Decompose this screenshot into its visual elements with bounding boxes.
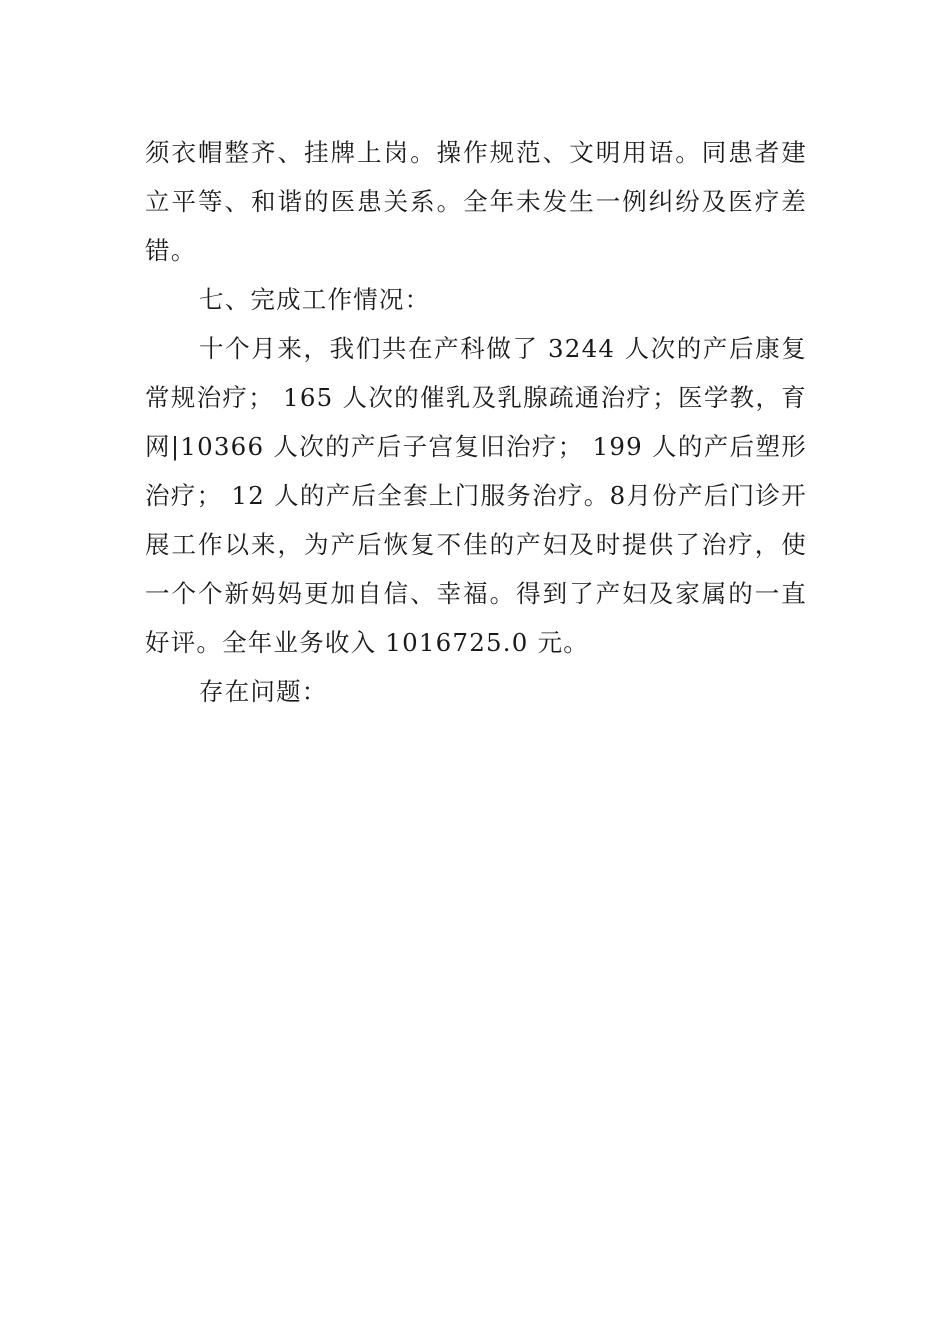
document-page bbox=[145, 128, 807, 716]
section-heading-work-completed bbox=[145, 275, 807, 324]
text-line: 一个个新妈妈更加自信、幸福。得到了产妇及家属的一直 bbox=[145, 579, 807, 608]
text-line: 须衣帽整齐、挂牌上岗。操作规范、文明用语。同患者建 bbox=[145, 138, 807, 167]
text-line: 常规治疗； 165 人次的催乳及乳腺疏通治疗；医学教，育 bbox=[145, 383, 807, 412]
text-line: 好评。全年业务收入 1016725.0 元。 bbox=[145, 628, 589, 657]
text-line: 网|10366 人次的产后子宫复旧治疗； 199 人的产后塑形 bbox=[145, 432, 807, 461]
section-heading: 存在问题： bbox=[199, 677, 328, 706]
paragraph-work-summary bbox=[145, 324, 807, 667]
section-heading: 七、完成工作情况： bbox=[199, 285, 431, 314]
paragraph-conduct bbox=[145, 128, 807, 275]
text-line: 展工作以来，为产后恢复不佳的产妇及时提供了治疗，使 bbox=[145, 530, 807, 559]
text-line: 立平等、和谐的医患关系。全年未发生一例纠纷及医疗差 bbox=[145, 187, 807, 216]
section-heading-issues bbox=[145, 667, 807, 716]
text-line: 治疗； 12 人的产后全套上门服务治疗。8月份产后门诊开 bbox=[145, 481, 807, 510]
text-line: 错。 bbox=[145, 236, 197, 265]
text-line: 十个月来，我们共在产科做了 3244 人次的产后康复 bbox=[199, 334, 807, 363]
